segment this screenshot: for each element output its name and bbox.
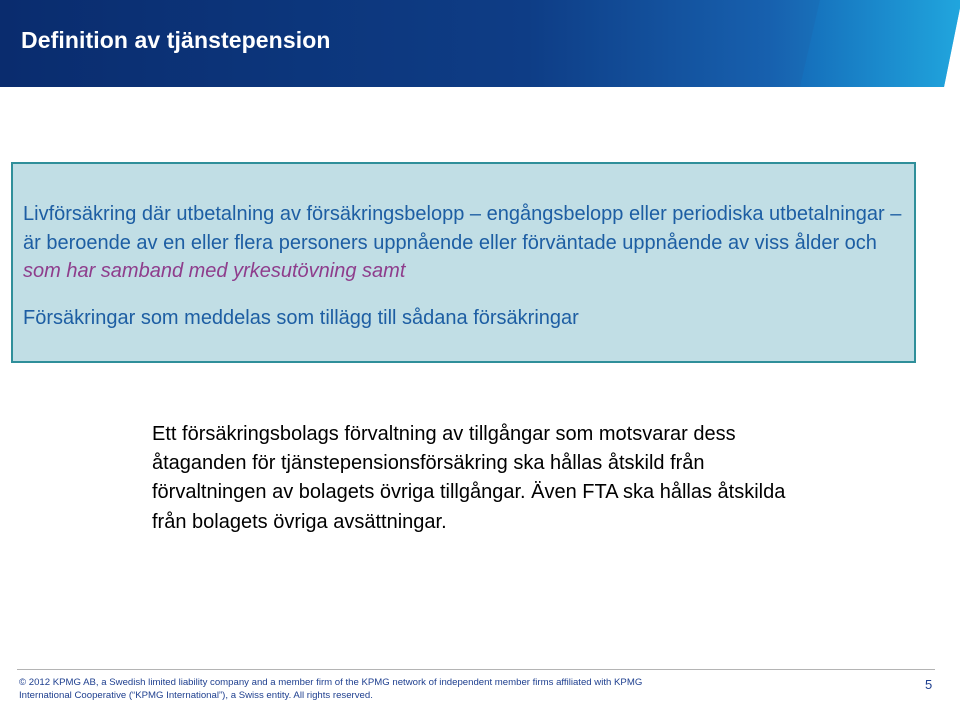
header-banner xyxy=(0,0,960,87)
definition-box xyxy=(11,162,916,363)
body-paragraph: Ett försäkringsbolags förvaltning av tillgångar som motsvarar dess åtaganden för tjänstepensionsförsäkring ska hållas åtskild från förvaltningen av bolagets övriga tillgångar. Även FTA ska hållas åtskilda från bolagets övriga avsättningar. xyxy=(152,423,786,533)
page-title: Definition av tjänstepension xyxy=(21,27,331,53)
footer-copyright-line2: International Cooperative (“KPMG International”), a Swiss entity. All rights reserved. xyxy=(19,689,373,701)
footer-copyright xyxy=(19,677,642,702)
definition-text xyxy=(23,200,903,286)
definition-text-highlight: som har samband med yrkesutövning samt xyxy=(23,260,406,282)
page-number: 5 xyxy=(925,677,933,692)
definition-text-main: Livförsäkring där utbetalning av försäkringsbelopp – engångsbelopp eller periodiska utbetalningar – är beroende av en eller flera personers uppnående eller förväntade uppnående av viss ålder och xyxy=(23,203,902,254)
definition-text-second: Försäkringar som meddelas som tillägg till sådana försäkringar xyxy=(23,307,579,329)
header-accent xyxy=(800,0,960,87)
footer-copyright-line1: © 2012 KPMG AB, a Swedish limited liability company and a member firm of the KPMG network of independent member firms affiliated with KPMG xyxy=(19,677,643,688)
footer-divider xyxy=(17,669,935,670)
